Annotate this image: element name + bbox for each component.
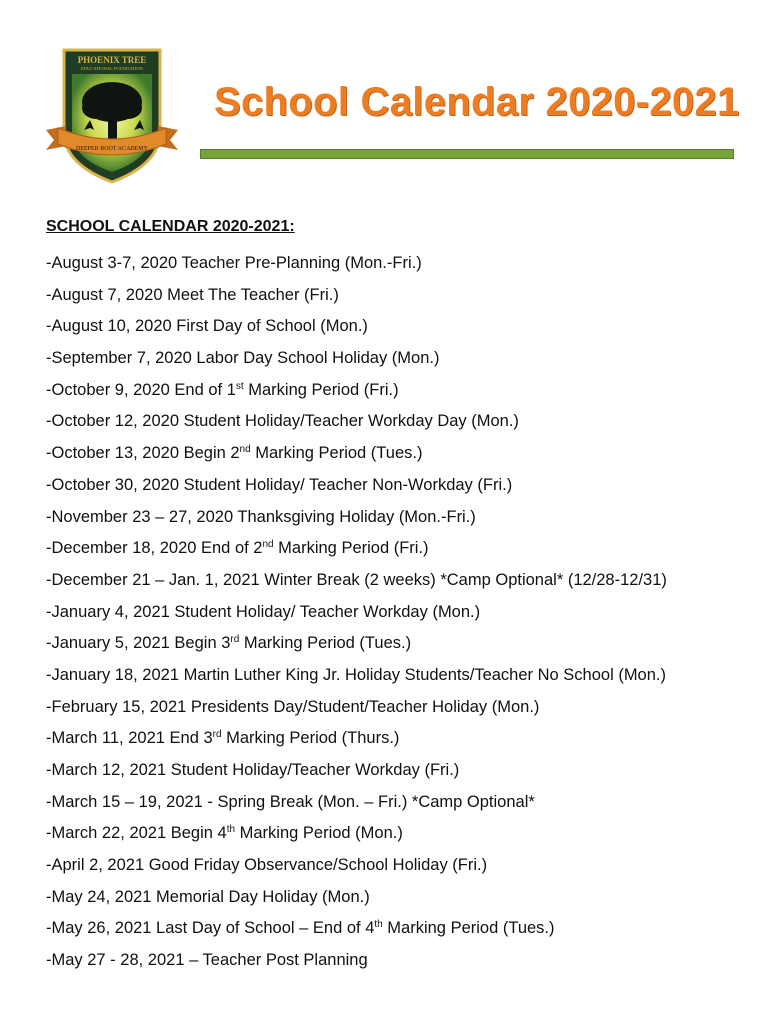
list-item: -August 7, 2020 Meet The Teacher (Fri.) bbox=[46, 285, 339, 304]
list-item: -October 12, 2020 Student Holiday/Teacher Workday Day (Mon.) bbox=[46, 412, 519, 431]
list-item: -December 21 – Jan. 1, 2021 Winter Break (2 weeks) *Camp Optional* (12/28-12/31) bbox=[46, 570, 667, 589]
logo-banner-text: DEEPER ROOT ACADEMY bbox=[76, 146, 148, 152]
calendar-list bbox=[46, 251, 667, 980]
list-item: -March 11, 2021 End 3rd Marking Period (Thurs.) bbox=[46, 729, 400, 748]
title-divider bbox=[200, 149, 734, 159]
logo-sub-text: EDUCATIONAL FOUNDATION bbox=[81, 66, 143, 71]
list-item: -February 15, 2021 Presidents Day/Student/Teacher Holiday (Mon.) bbox=[46, 697, 540, 716]
list-item: -November 23 – 27, 2020 Thanksgiving Holiday (Mon.-Fri.) bbox=[46, 507, 476, 526]
list-item: -December 18, 2020 End of 2nd Marking Period (Fri.) bbox=[46, 539, 429, 558]
calendar-heading: SCHOOL CALENDAR 2020-2021: bbox=[46, 218, 295, 235]
list-item: -May 27 - 28, 2021 – Teacher Post Planning bbox=[46, 951, 368, 970]
list-item: -January 4, 2021 Student Holiday/ Teacher Workday (Mon.) bbox=[46, 602, 481, 621]
list-item: -May 26, 2021 Last Day of School – End of 4th Marking Period (Tues.) bbox=[46, 919, 555, 938]
list-item: -May 24, 2021 Memorial Day Holiday (Mon.) bbox=[46, 887, 370, 906]
list-item: -August 3-7, 2020 Teacher Pre-Planning (Mon.-Fri.) bbox=[46, 254, 422, 272]
page-title: School Calendar 2020-2021 bbox=[214, 80, 740, 124]
list-item: -August 10, 2020 First Day of School (Mon.) bbox=[46, 317, 368, 336]
list-item: -October 13, 2020 Begin 2nd Marking Period (Tues.) bbox=[46, 444, 423, 463]
list-item: -March 15 – 19, 2021 - Spring Break (Mon. – Fri.) *Camp Optional* bbox=[46, 792, 535, 811]
list-item: -January 18, 2021 Martin Luther King Jr. Holiday Students/Teacher No School (Mon.) bbox=[46, 665, 666, 684]
logo-top-text: PHOENIX TREE bbox=[77, 55, 147, 65]
list-item: -March 12, 2021 Student Holiday/Teacher Workday (Fri.) bbox=[46, 761, 460, 779]
list-item: -September 7, 2020 Labor Day School Holiday (Mon.) bbox=[46, 349, 440, 368]
list-item: -October 9, 2020 End of 1st Marking Period (Fri.) bbox=[46, 380, 399, 399]
list-item: -March 22, 2021 Begin 4th Marking Period (Mon.) bbox=[46, 824, 403, 843]
list-item: -January 5, 2021 Begin 3rd Marking Period (Tues.) bbox=[46, 634, 412, 653]
list-item: -April 2, 2021 Good Friday Observance/School Holiday (Fri.) bbox=[46, 856, 488, 875]
phoenix-tree-logo bbox=[44, 46, 180, 186]
list-item: -October 30, 2020 Student Holiday/ Teacher Non-Workday (Fri.) bbox=[46, 475, 513, 494]
